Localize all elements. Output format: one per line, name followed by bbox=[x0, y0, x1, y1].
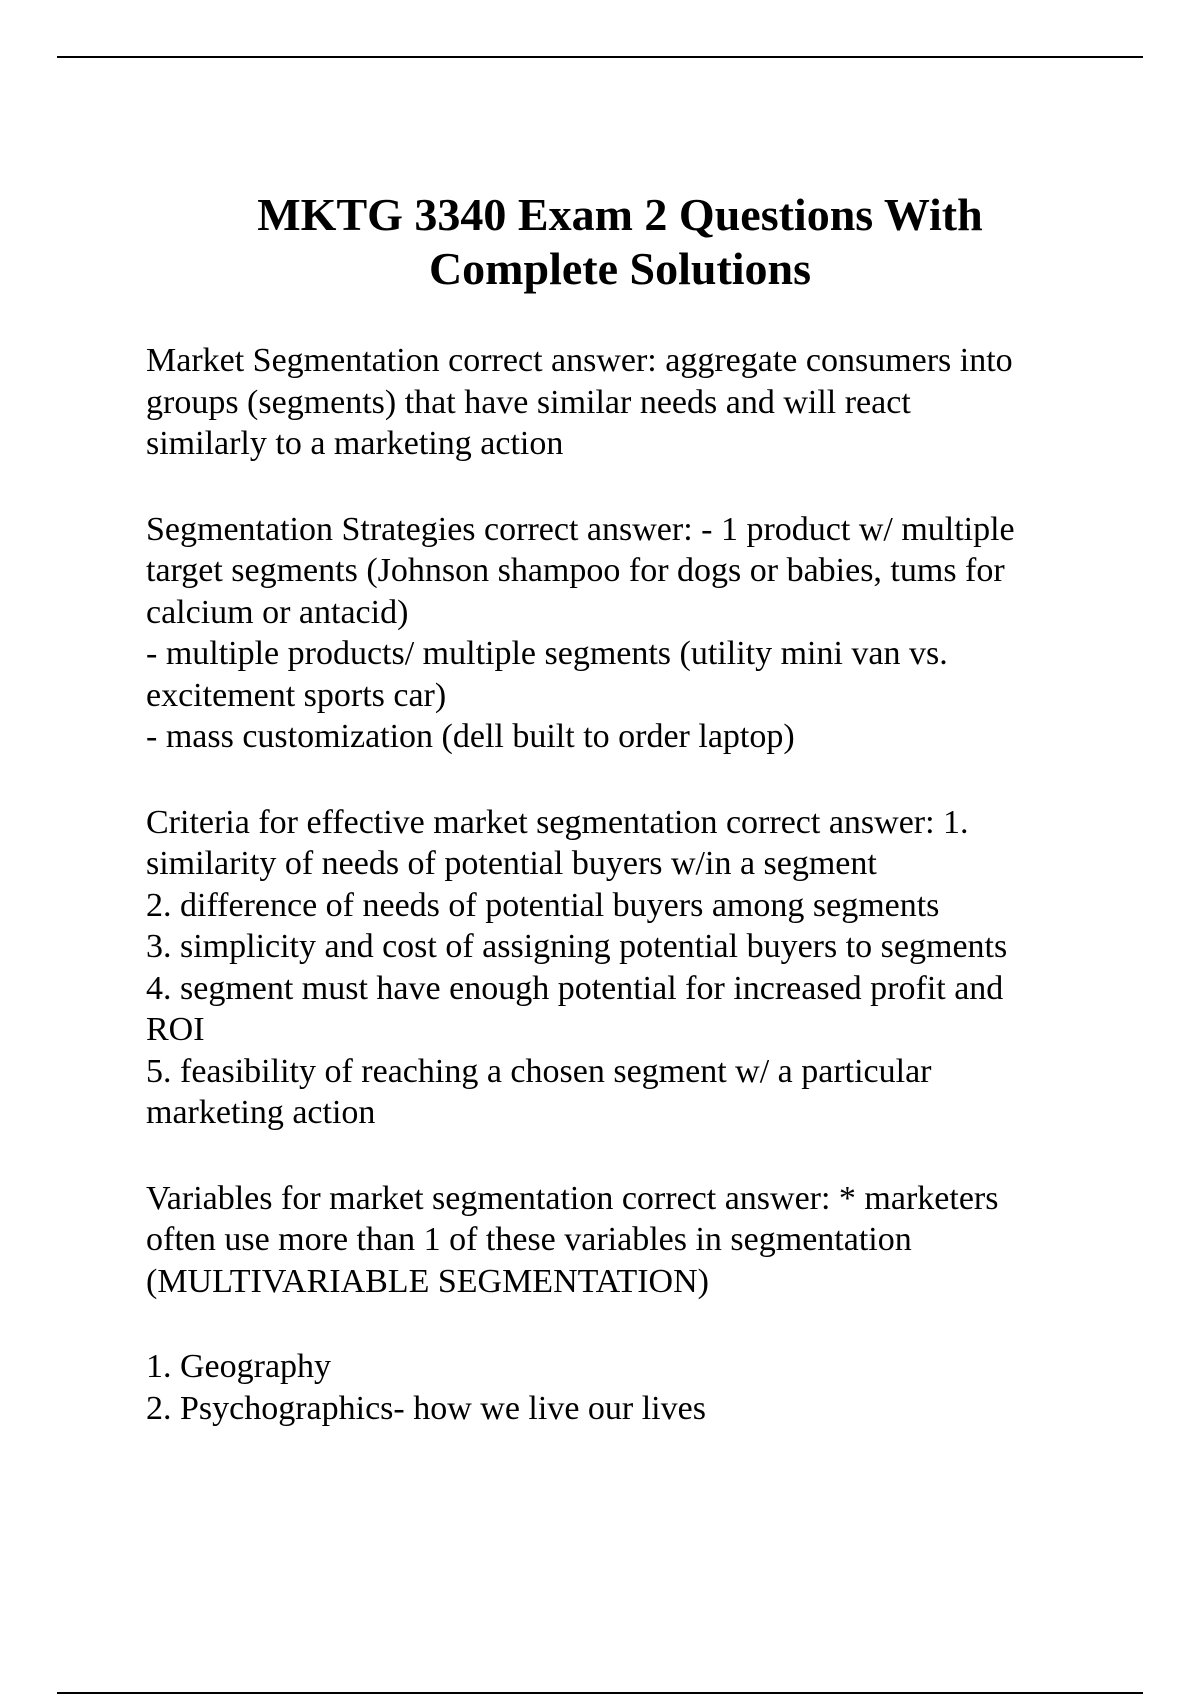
text-line: marketing action bbox=[146, 1094, 376, 1131]
list-item: 1. Geography bbox=[146, 1348, 332, 1385]
title-line-2: Complete Solutions bbox=[428, 243, 812, 294]
list-item: 2. Psychographics- how we live our lives bbox=[146, 1389, 706, 1427]
qa-market-segmentation bbox=[146, 340, 1146, 465]
qa-criteria-effective-segmentation bbox=[146, 802, 1146, 1134]
text-line: often use more than 1 of these variables in segmentation bbox=[146, 1221, 912, 1258]
text-line: Segmentation Strategies correct answer: - 1 product w/ multiple bbox=[146, 510, 1015, 548]
document-title bbox=[100, 188, 1140, 296]
text-line: 4. segment must have enough potential for increased profit and bbox=[146, 969, 1004, 1007]
text-line: target segments (Johnson shampoo for dogs or babies, tums for bbox=[146, 552, 1005, 589]
text-line: Variables for market segmentation correct answer: * marketers bbox=[146, 1179, 999, 1217]
qa-segmentation-variables bbox=[146, 1178, 1146, 1303]
variables-list bbox=[146, 1346, 1146, 1429]
text-line: calcium or antacid) bbox=[146, 593, 409, 631]
text-line: Market Segmentation correct answer: aggregate consumers into bbox=[146, 342, 1013, 379]
text-line: similarity of needs of potential buyers w/in a segment bbox=[146, 845, 877, 882]
text-line: similarly to a marketing action bbox=[146, 425, 564, 462]
title-line-1: MKTG 3340 Exam 2 Questions With bbox=[257, 189, 983, 240]
text-line: - multiple products/ multiple segments (utility mini van vs. bbox=[146, 635, 948, 672]
footer-rule bbox=[57, 1692, 1143, 1694]
text-line: groups (segments) that have similar needs and will react bbox=[146, 383, 911, 421]
text-line: ROI bbox=[146, 1011, 205, 1048]
text-line: (MULTIVARIABLE SEGMENTATION) bbox=[146, 1262, 709, 1300]
text-line: 2. difference of needs of potential buyers among segments bbox=[146, 886, 940, 924]
qa-segmentation-strategies bbox=[146, 509, 1146, 758]
text-line: Criteria for effective market segmentation correct answer: 1. bbox=[146, 803, 969, 841]
header-rule bbox=[57, 56, 1143, 58]
text-line: excitement sports car) bbox=[146, 676, 447, 714]
text-line: 5. feasibility of reaching a chosen segment w/ a particular bbox=[146, 1052, 932, 1090]
document-body bbox=[146, 340, 1146, 1473]
text-line: 3. simplicity and cost of assigning potential buyers to segments bbox=[146, 928, 1008, 965]
text-line: - mass customization (dell built to order laptop) bbox=[146, 718, 795, 755]
